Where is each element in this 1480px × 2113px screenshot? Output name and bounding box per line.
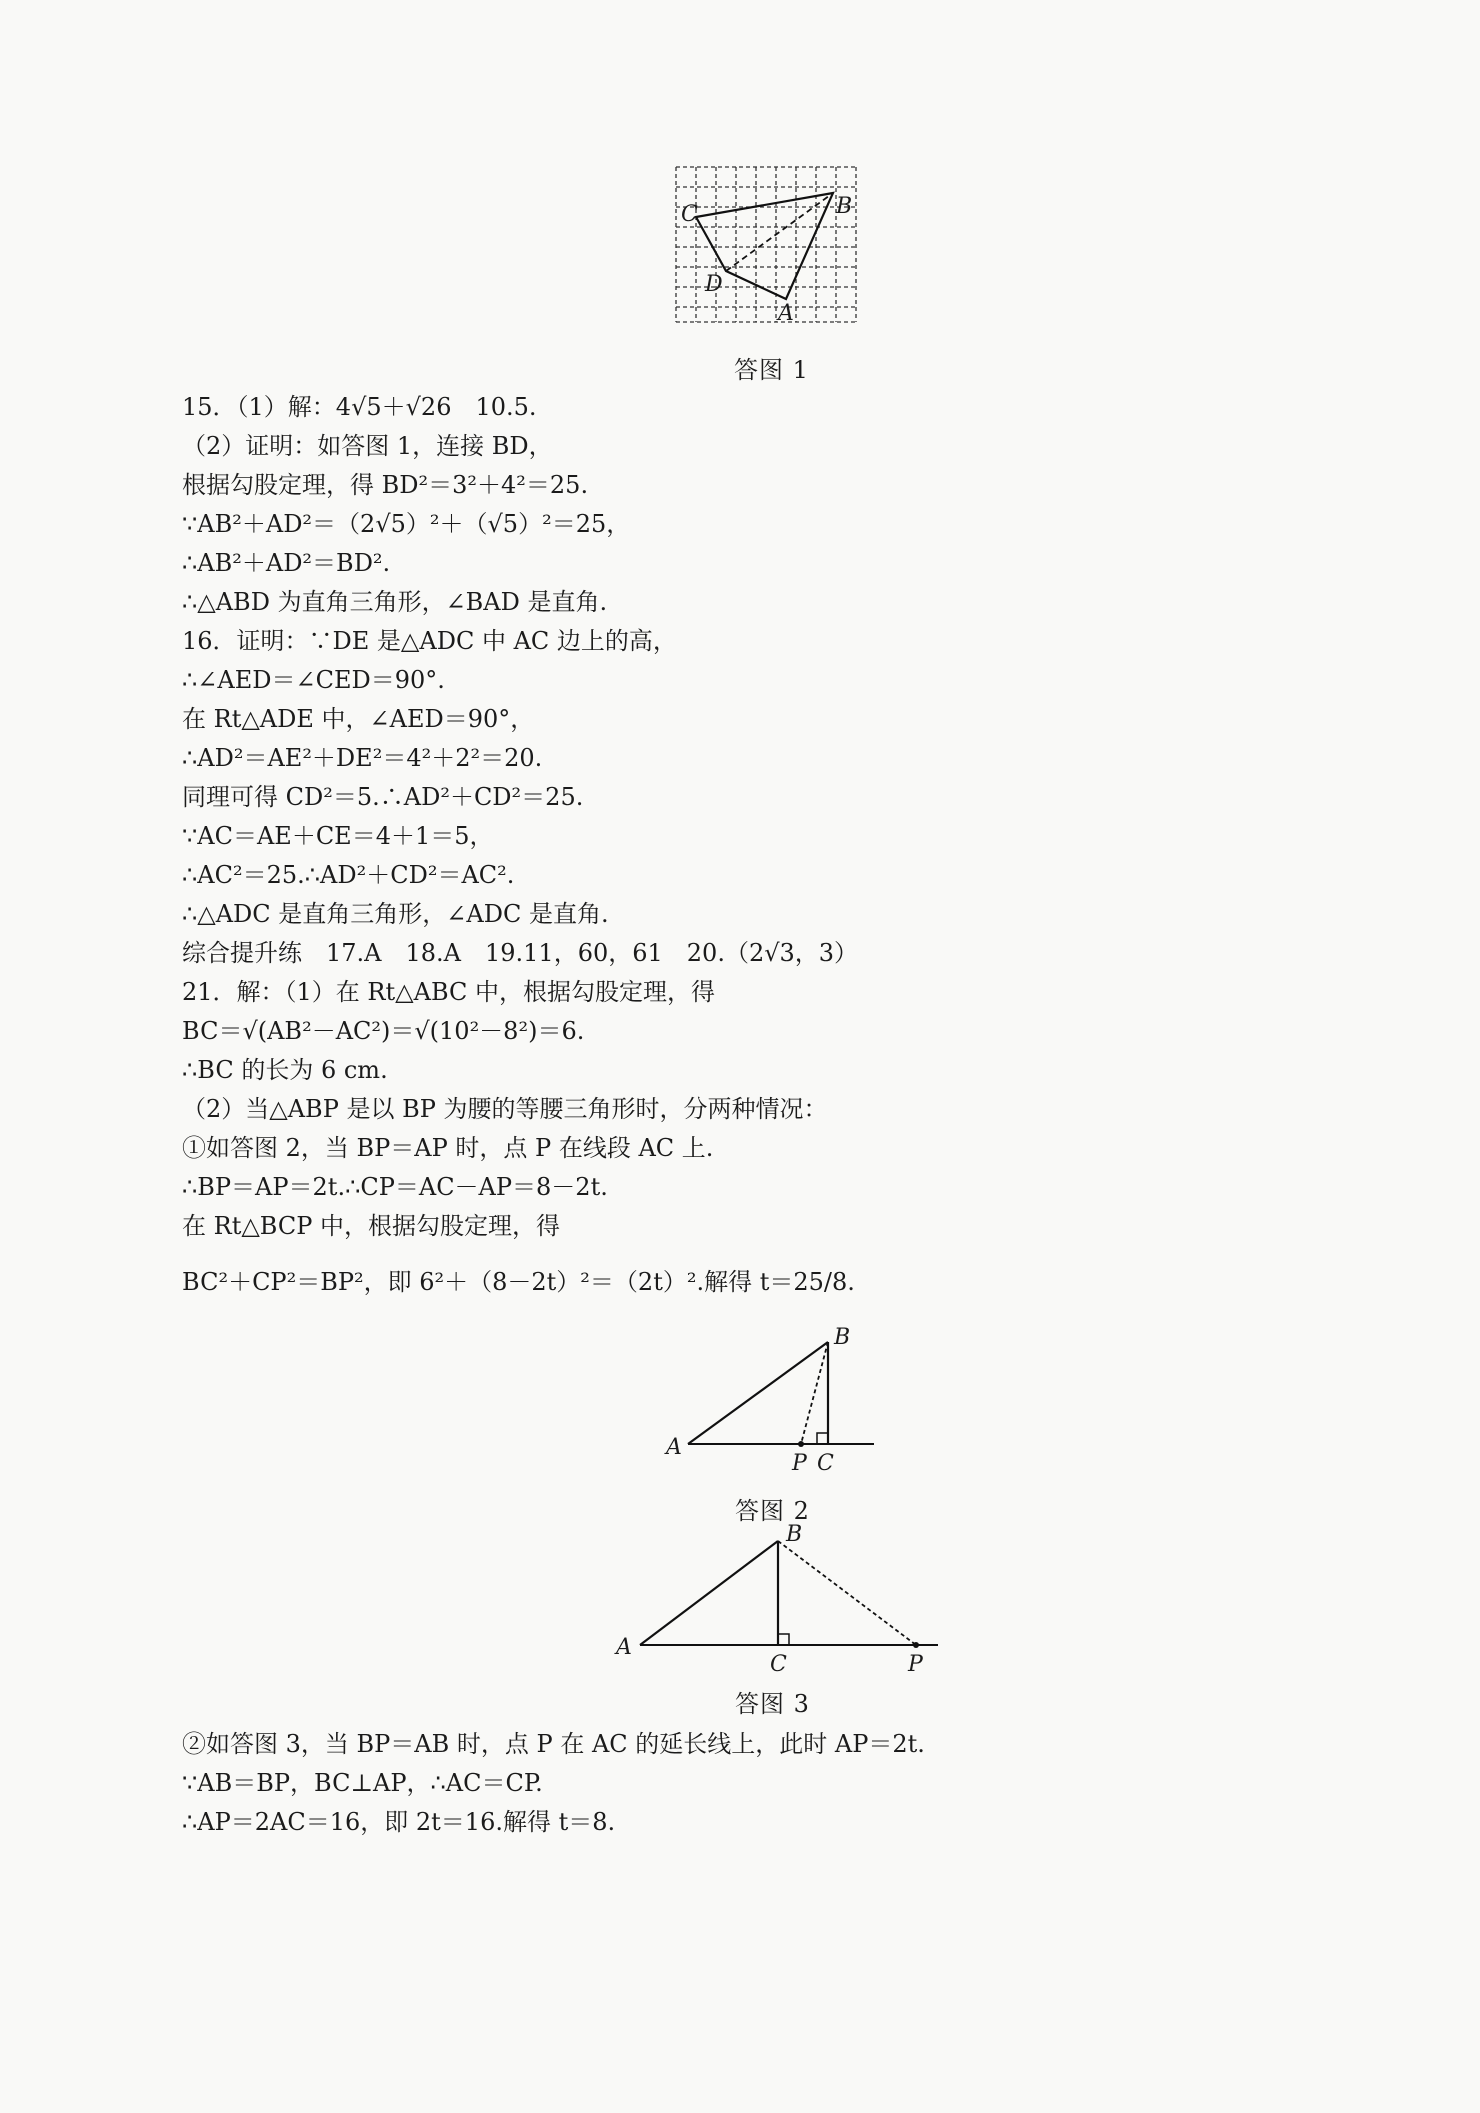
fig3-label-C: C <box>770 1652 787 1677</box>
text-line: 同理可得 CD²＝5.∴AD²＋CD²＝25. <box>182 783 584 811</box>
fig1-label-C: C <box>681 202 698 227</box>
figure-1-caption: 答图 1 <box>734 356 809 384</box>
fig2-label-C: C <box>817 1451 834 1476</box>
fig3-label-P: P <box>908 1652 923 1677</box>
text-line: 在 Rt△BCP 中，根据勾股定理，得 <box>182 1212 561 1240</box>
text-line: （2）当△ABP 是以 BP 为腰的等腰三角形时，分两种情况： <box>182 1095 828 1123</box>
figure-1-grid-diagram <box>670 163 866 328</box>
text-line: ∴AB²＋AD²＝BD². <box>182 549 391 577</box>
fig2-label-A: A <box>666 1435 682 1460</box>
text-line: 15．（1）解：4√5＋√26 10.5. <box>182 393 537 421</box>
fig1-label-D: D <box>705 272 723 297</box>
figure-2-triangle-diagram <box>660 1320 900 1480</box>
text-line: ∴AD²＝AE²＋DE²＝4²＋2²＝20. <box>182 744 543 772</box>
text-line: 综合提升练 17.A 18.A 19.11，60，61 20.（2√3，3） <box>182 939 859 967</box>
text-line: ∴AP＝2AC＝16，即 2t＝16.解得 t＝8. <box>182 1808 616 1836</box>
text-line: ∴BC 的长为 6 cm. <box>182 1056 388 1084</box>
text-line: ∴AC²＝25.∴AD²＋CD²＝AC². <box>182 861 515 889</box>
text-line: ∵AC＝AE＋CE＝4＋1＝5， <box>182 822 494 850</box>
fig2-label-B: B <box>834 1325 851 1350</box>
text-line: 16．证明：∵DE 是△ADC 中 AC 边上的高， <box>182 627 677 655</box>
text-line: （2）证明：如答图 1，连接 BD， <box>182 432 553 460</box>
figure-3-triangle-diagram <box>610 1517 950 1687</box>
text-line: ∵AB²＋AD²＝（2√5）²＋（√5）²＝25， <box>182 510 631 538</box>
text-line: 在 Rt△ADE 中，∠AED＝90°， <box>182 705 535 733</box>
figure-3-caption: 答图 3 <box>735 1690 810 1718</box>
text-line: ∴∠AED＝∠CED＝90°. <box>182 666 445 694</box>
text-line: BC²＋CP²＝BP²，即 6²＋（8－2t）²＝（2t）².解得 t＝25/8. <box>182 1268 855 1296</box>
text-line: ②如答图 3，当 BP＝AB 时，点 P 在 AC 的延长线上，此时 AP＝2t. <box>182 1730 925 1758</box>
fig3-label-A: A <box>616 1635 632 1660</box>
text-line: 根据勾股定理，得 BD²＝3²＋4²＝25. <box>182 471 589 499</box>
figure-2-caption: 答图 2 <box>735 1497 810 1525</box>
text-line: ∴△ADC 是直角三角形，∠ADC 是直角. <box>182 900 609 928</box>
fig1-label-B: B <box>836 194 853 219</box>
text-line: ∴BP＝AP＝2t.∴CP＝AC－AP＝8－2t. <box>182 1173 608 1201</box>
text-line: BC＝√(AB²－AC²)＝√(10²－8²)＝6. <box>182 1017 585 1045</box>
text-line: ∴△ABD 为直角三角形，∠BAD 是直角. <box>182 588 608 616</box>
text-line: ∵AB＝BP，BC⊥AP，∴AC＝CP. <box>182 1769 543 1797</box>
fig3-label-B: B <box>786 1522 803 1547</box>
text-line: ①如答图 2，当 BP＝AP 时，点 P 在线段 AC 上. <box>182 1134 714 1162</box>
fig2-label-P: P <box>792 1451 807 1476</box>
fig1-label-A: A <box>778 301 794 326</box>
text-line: 21．解：（1）在 Rt△ABC 中，根据勾股定理，得 <box>182 978 716 1006</box>
